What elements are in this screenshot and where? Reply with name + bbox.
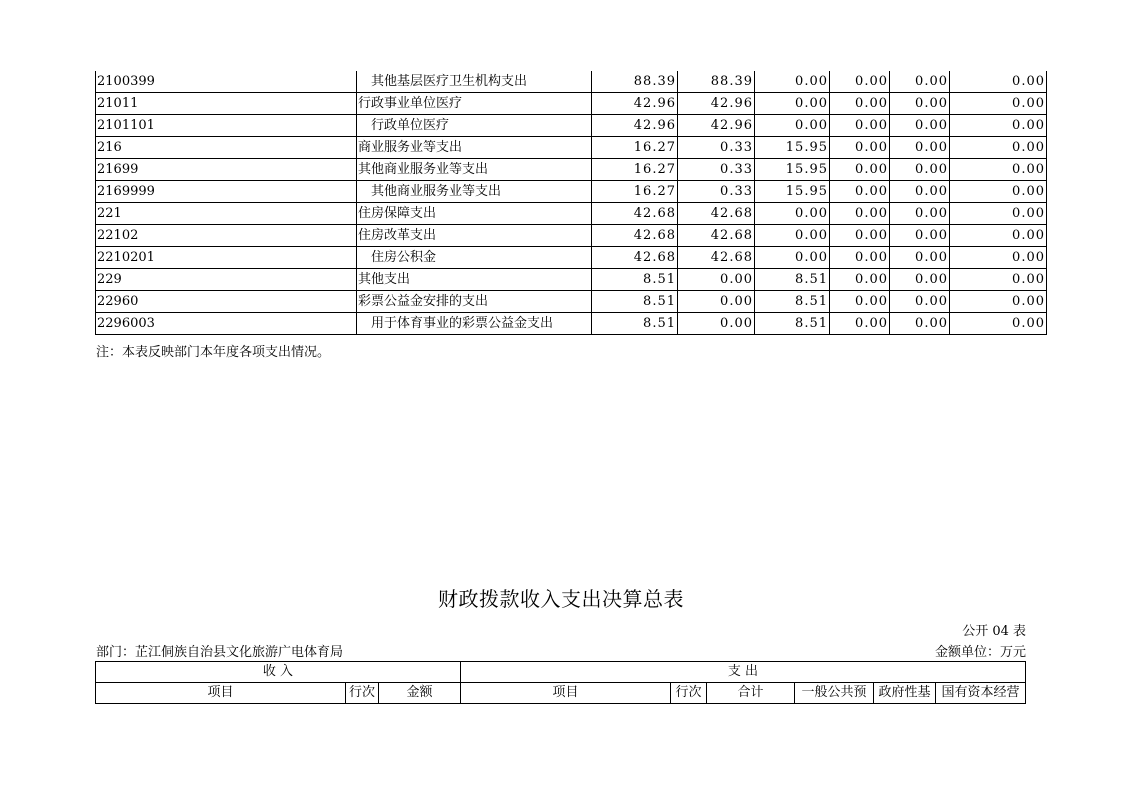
row-code: 229 — [96, 269, 357, 291]
row-col6: 0.00 — [950, 247, 1047, 269]
row-col6: 0.00 — [950, 137, 1047, 159]
row-col5: 0.00 — [890, 71, 950, 93]
row-total: 16.27 — [592, 159, 678, 181]
row-col4: 0.00 — [830, 159, 890, 181]
gov-fund-header: 政府性基 — [874, 683, 936, 704]
row-name: 行政单位医疗 — [357, 115, 592, 137]
row-basic: 42.68 — [678, 225, 755, 247]
row-code: 216 — [96, 137, 357, 159]
page-title: 财政拨款收入支出决算总表 — [438, 587, 684, 611]
income-amount-header: 金额 — [379, 683, 461, 704]
row-total: 88.39 — [592, 71, 678, 93]
row-basic: 42.68 — [678, 247, 755, 269]
expense-total-header: 合计 — [707, 683, 795, 704]
row-col6: 0.00 — [950, 291, 1047, 313]
row-name: 行政事业单位医疗 — [357, 93, 592, 115]
table-row — [96, 269, 1047, 291]
row-col6: 0.00 — [950, 71, 1047, 93]
row-col5: 0.00 — [890, 225, 950, 247]
row-project: 0.00 — [755, 71, 830, 93]
row-basic: 42.96 — [678, 93, 755, 115]
row-col4: 0.00 — [830, 181, 890, 203]
row-project: 8.51 — [755, 269, 830, 291]
row-basic: 0.00 — [678, 313, 755, 335]
expense-item-header: 项目 — [461, 683, 671, 704]
row-project: 8.51 — [755, 313, 830, 335]
table-row — [96, 71, 1047, 93]
row-col4: 0.00 — [830, 137, 890, 159]
row-col5: 0.00 — [890, 93, 950, 115]
row-basic: 0.00 — [678, 269, 755, 291]
row-total: 8.51 — [592, 269, 678, 291]
row-col6: 0.00 — [950, 181, 1047, 203]
income-section-header: 收 入 — [96, 662, 461, 683]
column-header-row — [96, 683, 1026, 704]
expense-row-no-header: 行次 — [671, 683, 707, 704]
section-header-row — [96, 662, 1026, 683]
row-project: 0.00 — [755, 203, 830, 225]
fiscal-summary-table — [95, 661, 1026, 704]
row-total: 42.68 — [592, 225, 678, 247]
row-col5: 0.00 — [890, 181, 950, 203]
row-project: 8.51 — [755, 291, 830, 313]
table-note: 注：本表反映部门本年度各项支出情况。 — [96, 345, 331, 360]
row-code: 2296003 — [96, 313, 357, 335]
table-row — [96, 115, 1047, 137]
row-col5: 0.00 — [890, 203, 950, 225]
row-name: 用于体育事业的彩票公益金支出 — [357, 313, 592, 335]
row-basic: 0.33 — [678, 137, 755, 159]
table-row — [96, 291, 1047, 313]
row-total: 16.27 — [592, 181, 678, 203]
row-col4: 0.00 — [830, 225, 890, 247]
table-row — [96, 137, 1047, 159]
row-total: 8.51 — [592, 313, 678, 335]
row-name: 其他基层医疗卫生机构支出 — [357, 71, 592, 93]
row-total: 8.51 — [592, 291, 678, 313]
row-col5: 0.00 — [890, 313, 950, 335]
row-basic: 42.68 — [678, 203, 755, 225]
row-project: 15.95 — [755, 159, 830, 181]
table-row — [96, 203, 1047, 225]
row-code: 22102 — [96, 225, 357, 247]
row-col4: 0.00 — [830, 313, 890, 335]
department-label: 部门：芷江侗族自治县文化旅游广电体育局 — [96, 645, 344, 660]
state-capital-header: 国有资本经营 — [936, 683, 1026, 704]
expense-detail-table — [95, 71, 1047, 335]
row-project: 0.00 — [755, 225, 830, 247]
form-number: 公开 04 表 — [962, 624, 1026, 639]
row-project: 0.00 — [755, 247, 830, 269]
row-col5: 0.00 — [890, 115, 950, 137]
row-basic: 42.96 — [678, 115, 755, 137]
row-code: 21011 — [96, 93, 357, 115]
row-name: 其他商业服务业等支出 — [357, 159, 592, 181]
table-row — [96, 93, 1047, 115]
table-row — [96, 159, 1047, 181]
table-row — [96, 181, 1047, 203]
row-code: 2100399 — [96, 71, 357, 93]
row-col6: 0.00 — [950, 269, 1047, 291]
row-total: 42.96 — [592, 93, 678, 115]
table-row — [96, 313, 1047, 335]
row-total: 42.96 — [592, 115, 678, 137]
table-row — [96, 247, 1047, 269]
income-row-no-header: 行次 — [346, 683, 379, 704]
row-col6: 0.00 — [950, 115, 1047, 137]
row-project: 15.95 — [755, 181, 830, 203]
row-col6: 0.00 — [950, 313, 1047, 335]
row-code: 21699 — [96, 159, 357, 181]
row-project: 0.00 — [755, 93, 830, 115]
row-col5: 0.00 — [890, 269, 950, 291]
row-total: 16.27 — [592, 137, 678, 159]
row-name: 其他商业服务业等支出 — [357, 181, 592, 203]
row-col6: 0.00 — [950, 159, 1047, 181]
row-name: 住房保障支出 — [357, 203, 592, 225]
row-col6: 0.00 — [950, 225, 1047, 247]
row-total: 42.68 — [592, 203, 678, 225]
row-basic: 0.33 — [678, 159, 755, 181]
row-col5: 0.00 — [890, 247, 950, 269]
row-name: 其他支出 — [357, 269, 592, 291]
row-col4: 0.00 — [830, 115, 890, 137]
row-col4: 0.00 — [830, 247, 890, 269]
row-col4: 0.00 — [830, 269, 890, 291]
row-code: 221 — [96, 203, 357, 225]
row-col4: 0.00 — [830, 291, 890, 313]
income-item-header: 项目 — [96, 683, 346, 704]
row-col5: 0.00 — [890, 291, 950, 313]
row-col4: 0.00 — [830, 93, 890, 115]
row-col5: 0.00 — [890, 159, 950, 181]
row-code: 22960 — [96, 291, 357, 313]
expense-detail-body — [96, 71, 1047, 335]
row-project: 0.00 — [755, 115, 830, 137]
row-col4: 0.00 — [830, 203, 890, 225]
row-col4: 0.00 — [830, 71, 890, 93]
amount-unit-label: 金额单位：万元 — [934, 645, 1026, 660]
row-name: 住房公积金 — [357, 247, 592, 269]
row-name: 彩票公益金安排的支出 — [357, 291, 592, 313]
row-code: 2169999 — [96, 181, 357, 203]
expense-section-header: 支 出 — [461, 662, 1026, 683]
row-col6: 0.00 — [950, 203, 1047, 225]
table-row — [96, 225, 1047, 247]
row-name: 住房改革支出 — [357, 225, 592, 247]
row-col5: 0.00 — [890, 137, 950, 159]
row-col6: 0.00 — [950, 93, 1047, 115]
row-basic: 0.00 — [678, 291, 755, 313]
general-public-budget-header: 一般公共预 — [795, 683, 874, 704]
row-project: 15.95 — [755, 137, 830, 159]
row-basic: 0.33 — [678, 181, 755, 203]
row-code: 2210201 — [96, 247, 357, 269]
row-total: 42.68 — [592, 247, 678, 269]
row-code: 2101101 — [96, 115, 357, 137]
row-basic: 88.39 — [678, 71, 755, 93]
row-name: 商业服务业等支出 — [357, 137, 592, 159]
